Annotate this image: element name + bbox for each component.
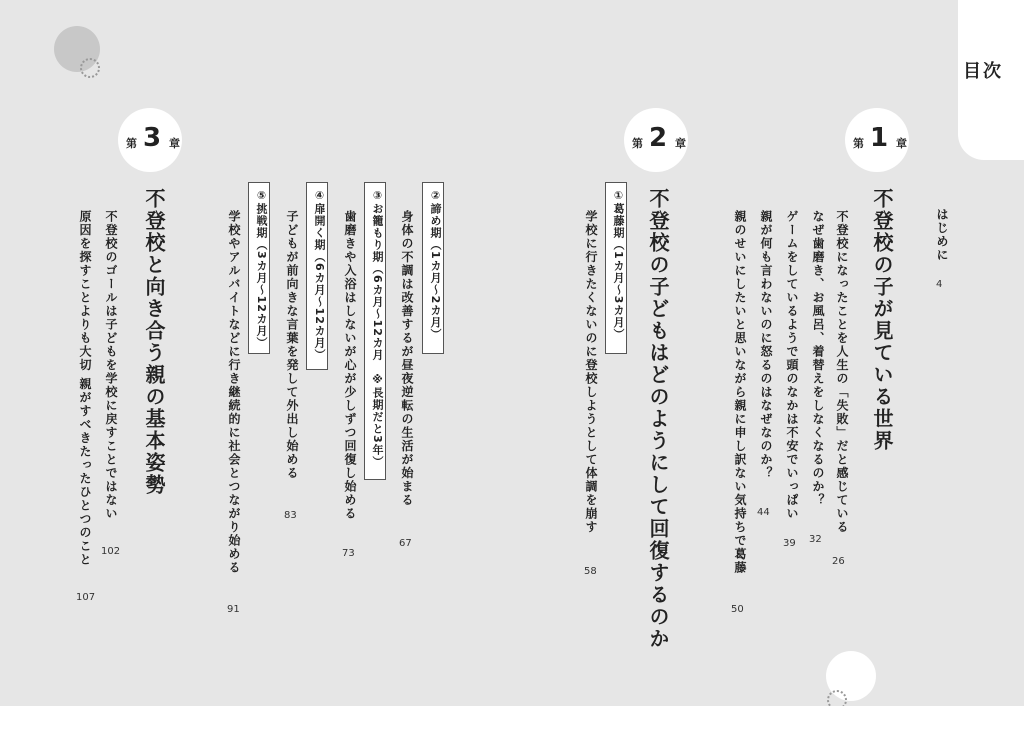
- page-number: 83: [284, 510, 297, 521]
- page-number: 102: [101, 546, 121, 557]
- page-number: 32: [809, 534, 822, 545]
- phase-label: ③お籠もり期（6カ月〜12カ月 ※長期だと3年）: [364, 182, 386, 480]
- page-number: 50: [731, 604, 744, 615]
- chapter-prefix: 第: [126, 137, 137, 150]
- chapter-suffix: 章: [169, 137, 180, 150]
- page-number: 4: [936, 279, 943, 290]
- page-number: 91: [227, 604, 240, 615]
- page-number: 107: [76, 592, 96, 603]
- toc-item-intro[interactable]: はじめに: [935, 208, 949, 262]
- decorative-dotted-circle: [80, 58, 100, 78]
- toc-item[interactable]: なぜ歯磨き、お風呂、着替えをしなくなるのか？: [811, 210, 825, 507]
- chapter-title[interactable]: 不登校と向き合う親の基本姿勢: [142, 188, 166, 496]
- toc-item[interactable]: 親のせいにしたいと思いながら親に申し訳ない気持ちで葛藤: [733, 210, 747, 575]
- chapter-number: 1: [870, 123, 889, 153]
- phase-label: ⑤挑戦期（3カ月〜12カ月）: [248, 182, 270, 354]
- page-number: 73: [342, 548, 355, 559]
- toc-item[interactable]: 学校やアルバイトなどに行き継続的に社会とつながり始める: [227, 210, 241, 575]
- toc-item[interactable]: 身体の不調は改善するが昼夜逆転の生活が始まる: [400, 210, 414, 507]
- chapter-prefix: 第: [853, 137, 864, 150]
- chapter-suffix: 章: [675, 137, 686, 150]
- bottom-margin: [0, 706, 1024, 752]
- phase-label: ④扉開く期（6カ月〜12カ月）: [306, 182, 328, 370]
- chapter-suffix: 章: [896, 137, 907, 150]
- toc-item[interactable]: 不登校になったことを人生の「失敗」だと感じている: [835, 210, 849, 534]
- phase-label: ②諦め期（1カ月〜2カ月）: [422, 182, 444, 354]
- page-number: 67: [399, 538, 412, 549]
- chapter-number: 2: [649, 123, 668, 153]
- toc-item[interactable]: 原因を探すことよりも大切 親がすべきたったひとつのこと: [78, 210, 92, 567]
- chapter-title[interactable]: 不登校の子が見ている世界: [870, 188, 894, 452]
- toc-item[interactable]: 親が何も言わないのに怒るのはなぜなのか？: [759, 210, 773, 480]
- phase-label: ①葛藤期（1カ月〜3カ月）: [605, 182, 627, 354]
- toc-item[interactable]: 学校に行きたくないのに登校しようとして体調を崩す: [584, 210, 598, 534]
- chapter-prefix: 第: [632, 137, 643, 150]
- toc-item[interactable]: 歯磨きや入浴はしないが心が少しずつ回復し始める: [343, 210, 357, 521]
- page-number: 58: [584, 566, 597, 577]
- chapter-number: 3: [143, 123, 162, 153]
- decorative-dotted-circle: [827, 690, 847, 706]
- page-number: 44: [757, 507, 770, 518]
- page-number: 39: [783, 538, 796, 549]
- toc-item[interactable]: 不登校のゴールは子どもを学校に戻すことではない: [104, 210, 118, 521]
- toc-item[interactable]: 子どもが前向きな言葉を発して外出し始める: [285, 210, 299, 480]
- toc-heading: 目次: [963, 61, 1003, 82]
- page-number: 26: [832, 556, 845, 567]
- toc-item[interactable]: ゲームをしているようで頭のなかは不安でいっぱい: [785, 210, 799, 521]
- chapter-title[interactable]: 不登校の子どもはどのようにして回復するのか: [646, 188, 670, 650]
